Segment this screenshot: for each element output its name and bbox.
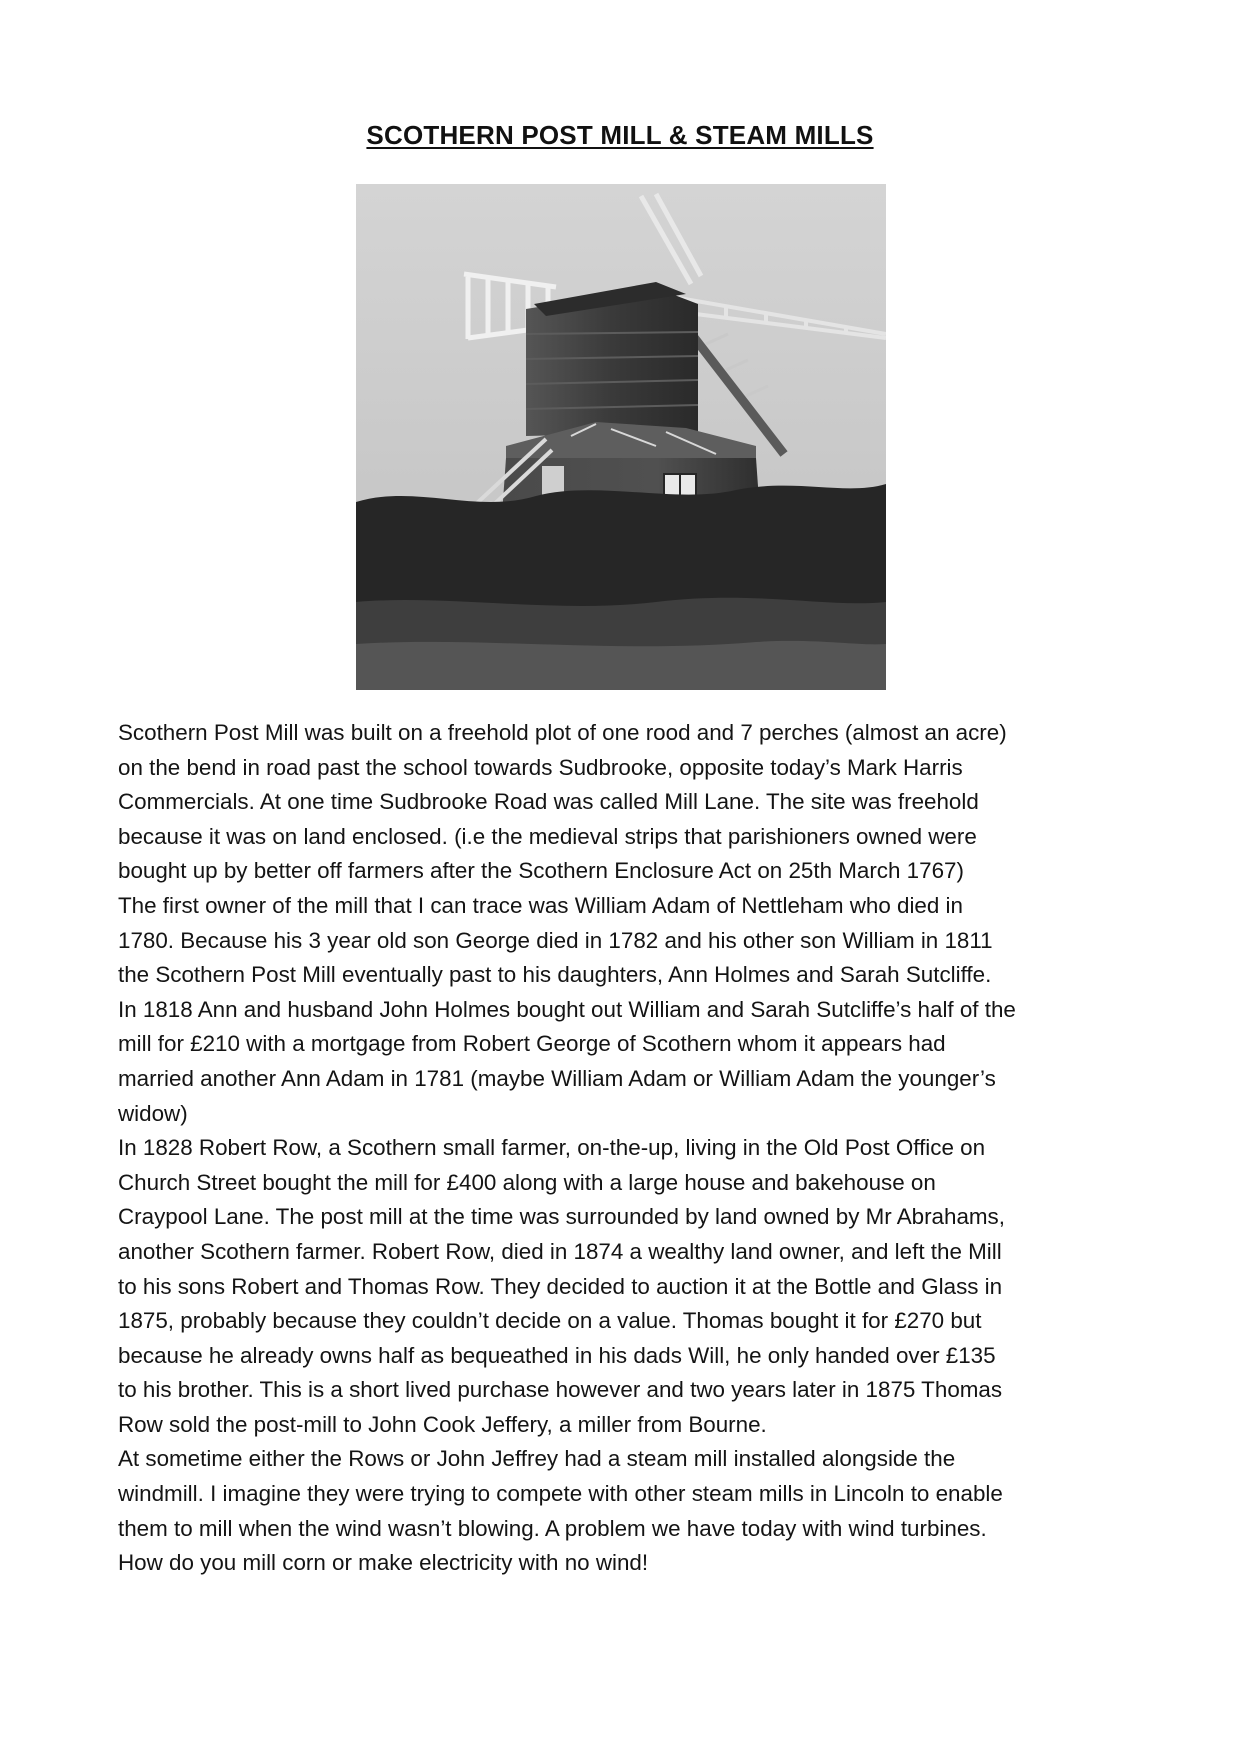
- text-line: In 1818 Ann and husband John Holmes bought out William and Sarah Sutcliffe’s half of the: [118, 996, 1016, 1022]
- text-line: 1780. Because his 3 year old son George died in 1782 and his other son William in 1811: [118, 927, 993, 953]
- text-line: In 1828 Robert Row, a Scothern small farmer, on-the-up, living in the Old Post Office on: [118, 1135, 986, 1161]
- text-line: because it was on land enclosed. (i.e the medieval strips that parishioners owned were: [118, 823, 977, 849]
- text-line: bought up by better off farmers after the Scothern Enclosure Act on 25th March 1767): [118, 858, 964, 884]
- text-line: How do you mill corn or make electricity with no wind!: [118, 1550, 649, 1576]
- text-line: because he already owns half as bequeathed in his dads Will, he only handed over £135: [118, 1342, 996, 1368]
- windmill-photo: [356, 184, 886, 690]
- article-body: [118, 716, 1138, 1581]
- text-line: mill for £210 with a mortgage from Robert George of Scothern whom it appears had: [118, 1031, 946, 1057]
- text-line: to his sons Robert and Thomas Row. They decided to auction it at the Bottle and Glass in: [118, 1273, 1003, 1299]
- text-line: married another Ann Adam in 1781 (maybe William Adam or William Adam the younger’s: [118, 1065, 996, 1091]
- text-line: Commercials. At one time Sudbrooke Road was called Mill Lane. The site was freehold: [118, 789, 979, 815]
- text-line: to his brother. This is a short lived purchase however and two years later in 1875 Thomas: [118, 1377, 1003, 1403]
- text-line: the Scothern Post Mill eventually past to his daughters, Ann Holmes and Sarah Sutcliffe.: [118, 962, 992, 988]
- text-line: on the bend in road past the school towards Sudbrooke, opposite today’s Mark Harris: [118, 754, 963, 780]
- text-line: another Scothern farmer. Robert Row, died in 1874 a wealthy land owner, and left the Mill: [118, 1238, 1002, 1264]
- text-line: Craypool Lane. The post mill at the time was surrounded by land owned by Mr Abrahams,: [118, 1204, 1005, 1230]
- text-line: them to mill when the wind wasn’t blowing. A problem we have today with wind turbines.: [118, 1515, 987, 1541]
- text-line: The first owner of the mill that I can trace was William Adam of Nettleham who died in: [118, 892, 963, 918]
- text-line: 1875, probably because they couldn’t decide on a value. Thomas bought it for £270 but: [118, 1308, 982, 1334]
- text-line: widow): [118, 1100, 188, 1126]
- text-line: At sometime either the Rows or John Jeffrey had a steam mill installed alongside the: [118, 1446, 956, 1472]
- page-title: SCOTHERN POST MILL & STEAM MILLS: [366, 120, 874, 150]
- text-line: windmill. I imagine they were trying to compete with other steam mills in Lincoln to enable: [118, 1481, 1003, 1507]
- text-line: Scothern Post Mill was built on a freehold plot of one rood and 7 perches (almost an acre): [118, 720, 1007, 745]
- windmill-photo-icon: [356, 184, 886, 690]
- text-line: Church Street bought the mill for £400 along with a large house and bakehouse on: [118, 1169, 936, 1195]
- text-line: Row sold the post-mill to John Cook Jeffery, a miller from Bourne.: [118, 1411, 767, 1437]
